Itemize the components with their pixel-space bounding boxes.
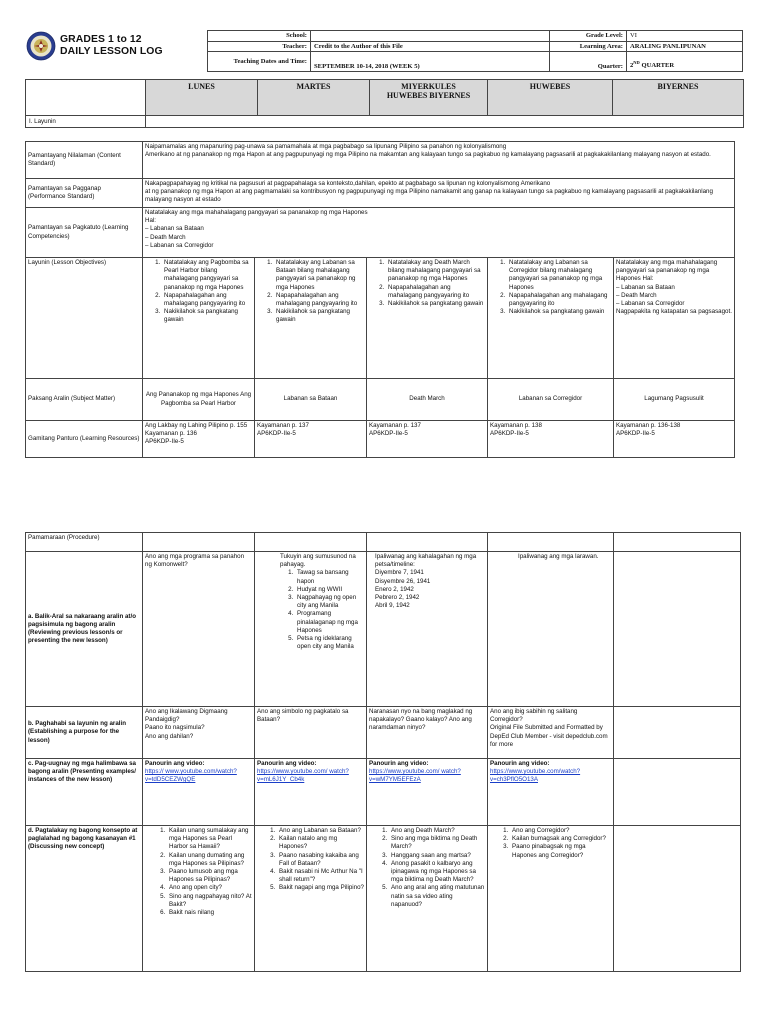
objectives-huwebes: 1. Natatalakay ang Labanan sa Corregidor bilang mahalagang pangyayari sa pananakop ng mga Hapones 2. Napapahalagahan ang mahalagang pangyayaring ito 3. Nakikilahok sa pangkatang gawain bbox=[488, 258, 614, 379]
objectives-label: Layunin (Lesson Objectives) bbox=[26, 258, 143, 379]
examples-martes: Panourin ang video: https://www.youtube.com/ watch?v=mL6J1Y_Cb4k bbox=[255, 759, 367, 826]
quarter-label: Quarter: bbox=[550, 52, 627, 72]
subject-lunes: Ang Pananakop ng mga Hapones Ang Pagbomba sa Pearl Harbor bbox=[143, 379, 255, 421]
review-martes: Tukuyin ang sumusunod na pahayag. 1. Tawag sa bansang hapon 2. Hudyat ng WWII 3. Nagpahayag ng open city ang Manila 4. Programang pinalalaganap ng mga Hapones 5. Petsa ng ideklarang open city ang Manila bbox=[255, 552, 367, 707]
discussion-lunes: 1. Kailan unang sumalakay ang mga Hapones sa Pearl Harbor sa Hawaii? 2. Kailan unang dumating ang mga Hapones sa Pilipinas? 3. Paano lumusob ang mga Hapones sa Pilipinas? 4. Ano ang open city? 5. Sino ang nagpahayag nito? At Bakit? 6. Bakit nais nilang bbox=[143, 826, 255, 972]
objectives-miyerkules: 1. Natatalakay ang Death March bilang mahalagang pangyayari sa pananakop ng mga Hapones 2. Napapahalagahan ang mahalagang pangyayaring ito 3. Nakikilahok sa pangkatang gawain bbox=[367, 258, 488, 379]
layunin-header: I. Layunin bbox=[26, 116, 146, 128]
procedure-table bbox=[25, 532, 741, 972]
review-miyerkules: Ipaliwanag ang kahalagahan ng mga petsa/timeline: Diyembre 7, 1941 Disyembre 26, 1941 Enero 2, 1942 Pebrero 2, 1942 Abril 9, 1942 bbox=[367, 552, 488, 707]
video-link-3[interactable]: https://www.youtube.com/ watch?v=wM7YM5EFEzA bbox=[369, 768, 461, 784]
lesson-table-top bbox=[25, 141, 735, 458]
document-title bbox=[60, 34, 163, 59]
teacher-value: Credit to the Author of this File bbox=[311, 41, 550, 52]
review-biyernes bbox=[614, 552, 741, 707]
purpose-huwebes: Ano ang ibig sabihin ng salitang Corregidor? Original File Submitted and Formatted by DepEd Club Member - visit depedclub.com for more bbox=[488, 707, 614, 759]
subject-biyernes: Lagumang Pagsusulit bbox=[614, 379, 735, 421]
subject-miyerkules: Death March bbox=[367, 379, 488, 421]
purpose-martes: Ano ang simbolo ng pagkatalo sa Bataan? bbox=[255, 707, 367, 759]
examples-miyerkules: Panourin ang video: https://www.youtube.com/ watch?v=wM7YM5EFEzA bbox=[367, 759, 488, 826]
resources-biyernes: Kayamanan p. 136-138 AP6KDP-IIe-5 bbox=[614, 421, 735, 458]
purpose-miyerkules: Naranasan nyo na bang maglakad ng napakalayo? Gaano kalayo? Ano ang naramdaman ninyo? bbox=[367, 707, 488, 759]
video-link-4[interactable]: https://www.youtube.com/watch? v=ch3PflO5O13A bbox=[490, 768, 581, 784]
examples-biyernes bbox=[614, 759, 741, 826]
video-link-1[interactable]: https:// www.youtube.com/watch? v=tdD5CEZWgQE bbox=[145, 768, 237, 784]
discussion-miyerkules: 1. Ano ang Death March? 2. Sino ang mga biktima ng Death March? 3. Hanggang saan ang martsa? 4. Anong pasakit o kalbaryo ang ipinagawa ng mga Hapones sa mga biktima ng Death March? 5. Ano ang aral ang ating matutunan natin sa sa video ating napanuod? bbox=[367, 826, 488, 972]
performance-standard-label: Pamantayan sa Pagganap (Performance Standard) bbox=[26, 179, 143, 208]
days-header-table bbox=[25, 79, 744, 128]
objectives-biyernes: Natatalakay ang mga mahahalagang pangyayari sa pananakop ng mga Hapones Hal: – Labanan sa Bataan – Death March – Labanan sa Corregidor Nagpapakita ng katapatan sa pagsasagot. bbox=[614, 258, 735, 379]
layunin-header-blank bbox=[146, 116, 744, 128]
review-lunes: Ano ang mga programa sa panahon ng Komonwelt? bbox=[143, 552, 255, 707]
resources-label: Gamitang Panturo (Learning Resources) bbox=[26, 421, 143, 458]
grade-level-label: Grade Level: bbox=[550, 31, 627, 42]
day-biyernes: BIYERNES bbox=[613, 80, 744, 116]
competencies-label: Pamantayan sa Pagkatuto (Learning Competencies) bbox=[26, 208, 143, 258]
objectives-lunes: 1. Natatalakay ang Pagbomba sa Pearl Harbor bilang mahalagang pangyayari sa pananakop ng mga Hapones 2. Napapahalagahan ang mahalagang pangyayaring ito 3. Nakikilahok sa pangkatang gawain bbox=[143, 258, 255, 379]
days-blank-cell bbox=[26, 80, 146, 116]
discussion-martes: 1. Ano ang Labanan sa Bataan? 2. Kailan natalo ang mg Hapones? 3. Paano nasabing kakaiba ang Fall of Bataan? 4. Bakit nasabi ni Mc Arthur Na "I shall return"? 5. Bakit nagapi ang mga Pilipino? bbox=[255, 826, 367, 972]
purpose-lunes: Ano ang Ikalawang Digmaang Pandaigdig? Paano ito nagsimula? Ano ang dahilan? bbox=[143, 707, 255, 759]
performance-standard-text: Nakapagpapahayag ng kritikal na pagsusuri at pagpapahalaga sa konteksto,dahilan, epekto at pagbabago sa lipunan ng kolonyalismong Amerikano at ng pananakop ng mga Hapon at ang pagmamalaki sa kontribusyon ng pagpupunyagi ng mga Pilipino namakamit ang ganap na kalayaan tungo sa pagkabuo ng kamalayang pagsasarili at pagkakakilanlang malayang nasyon at estado bbox=[143, 179, 735, 208]
purpose-biyernes bbox=[614, 707, 741, 759]
procedure-label: Pamamaraan (Procedure) bbox=[26, 533, 143, 552]
content-standard-text: Naipamamalas ang mapanuring pag-unawa sa pamamahala at mga pagbabago sa lipunang Pilipino sa panahon ng kolonyalismong Amerikano at ng pananakop ng mga Hapon at ang pagpupunyagi ng mga Pilipino na makamtan ang kalayaan tungo sa pagkabuo ng kamalayang pagsasarili at pagkakakilanlang malayang nasyon at estado. bbox=[143, 142, 735, 179]
header-info-table bbox=[207, 30, 743, 72]
learning-area-label: Learning Area: bbox=[550, 41, 627, 52]
video-link-2[interactable]: https://www.youtube.com/ watch?v=mL6J1Y_Cb4k bbox=[257, 768, 349, 784]
discussion-biyernes bbox=[614, 826, 741, 972]
resources-miyerkules: Kayamanan p. 137 AP6KDP-IIe-5 bbox=[367, 421, 488, 458]
teaching-dates-label: Teaching Dates and Time: bbox=[208, 52, 311, 72]
school-label: School: bbox=[208, 31, 311, 42]
teaching-dates-value: SEPTEMBER 10-14, 2018 (WEEK 5) bbox=[311, 52, 550, 72]
day-miyerkules: MIYERKULES HUWEBES BIYERNES bbox=[370, 80, 488, 116]
teacher-label: Teacher: bbox=[208, 41, 311, 52]
examples-label: c. Pag-uugnay ng mga halimbawa sa bagong aralin (Presenting examples/ instances of the new lesson) bbox=[26, 759, 143, 826]
discussion-huwebes: 1. Ano ang Corregidor? 2. Kailan bumagsak ang Corregidor? 3. Paano pinabagsak ng mga Hapones ang Corregidor? bbox=[488, 826, 614, 972]
resources-martes: Kayamanan p. 137 AP6KDP-IIe-5 bbox=[255, 421, 367, 458]
purpose-label: b. Paghahabi sa layunin ng aralin (Establishing a purpose for the lesson) bbox=[26, 707, 143, 759]
grade-level-value: VI bbox=[627, 31, 743, 42]
subject-matter-label: Paksang Aralin (Subject Matter) bbox=[26, 379, 143, 421]
procedure-blank-1 bbox=[143, 533, 255, 552]
deped-seal-logo bbox=[26, 31, 56, 61]
title-line-2: DAILY LESSON LOG bbox=[60, 46, 163, 58]
day-lunes: LUNES bbox=[146, 80, 258, 116]
procedure-blank-5 bbox=[614, 533, 741, 552]
resources-huwebes: Kayamanan p. 138 AP6KDP-IIe-5 bbox=[488, 421, 614, 458]
review-label: a. Balik-Aral sa nakaraang aralin at/o pagsisimula ng bagong aralin (Reviewing previous lesson/s or presenting the new lesson) bbox=[26, 552, 143, 707]
subject-martes: Labanan sa Bataan bbox=[255, 379, 367, 421]
day-martes: MARTES bbox=[258, 80, 370, 116]
content-standard-label: Pamantayang Nilalaman (Content Standard) bbox=[26, 142, 143, 179]
review-huwebes: Ipaliwanag ang mga larawan. bbox=[488, 552, 614, 707]
examples-lunes: Panourin ang video: https:// www.youtube.com/watch? v=tdD5CEZWgQE bbox=[143, 759, 255, 826]
discussion-label: d. Pagtalakay ng bagong konsepto at paglalahad ng bagong kasanayan #1 (Discussing new concept) bbox=[26, 826, 143, 972]
competencies-text: Natatalakay ang mga mahahalagang pangyayari sa pananakop ng mga Hapones Hal: – Labanan sa Bataan – Death March – Labanan sa Corregidor bbox=[143, 208, 735, 258]
procedure-blank-3 bbox=[367, 533, 488, 552]
learning-area-value: ARALING PANLIPUNAN bbox=[627, 41, 743, 52]
procedure-blank-2 bbox=[255, 533, 367, 552]
school-value bbox=[311, 31, 550, 42]
subject-huwebes: Labanan sa Corregidor bbox=[488, 379, 614, 421]
quarter-value: 2ND QUARTER bbox=[627, 52, 743, 72]
day-huwebes: HUWEBES bbox=[488, 80, 613, 116]
resources-lunes: Ang Lakbay ng Lahing Pilipino p. 155 Kayamanan p. 136 AP6KDP-IIe-5 bbox=[143, 421, 255, 458]
examples-huwebes: Panourin ang video: https://www.youtube.com/watch? v=ch3PflO5O13A bbox=[488, 759, 614, 826]
objectives-martes: 1. Natatalakay ang Labanan sa Bataan bilang mahalagang pangyayari sa pananakop ng mga Hapones 2. Napapahalagahan ang mahalagang pangyayaring ito 3. Nakikilahok sa pangkatang gawain bbox=[255, 258, 367, 379]
title-line-1: GRADES 1 to 12 bbox=[60, 34, 142, 45]
procedure-blank-4 bbox=[488, 533, 614, 552]
